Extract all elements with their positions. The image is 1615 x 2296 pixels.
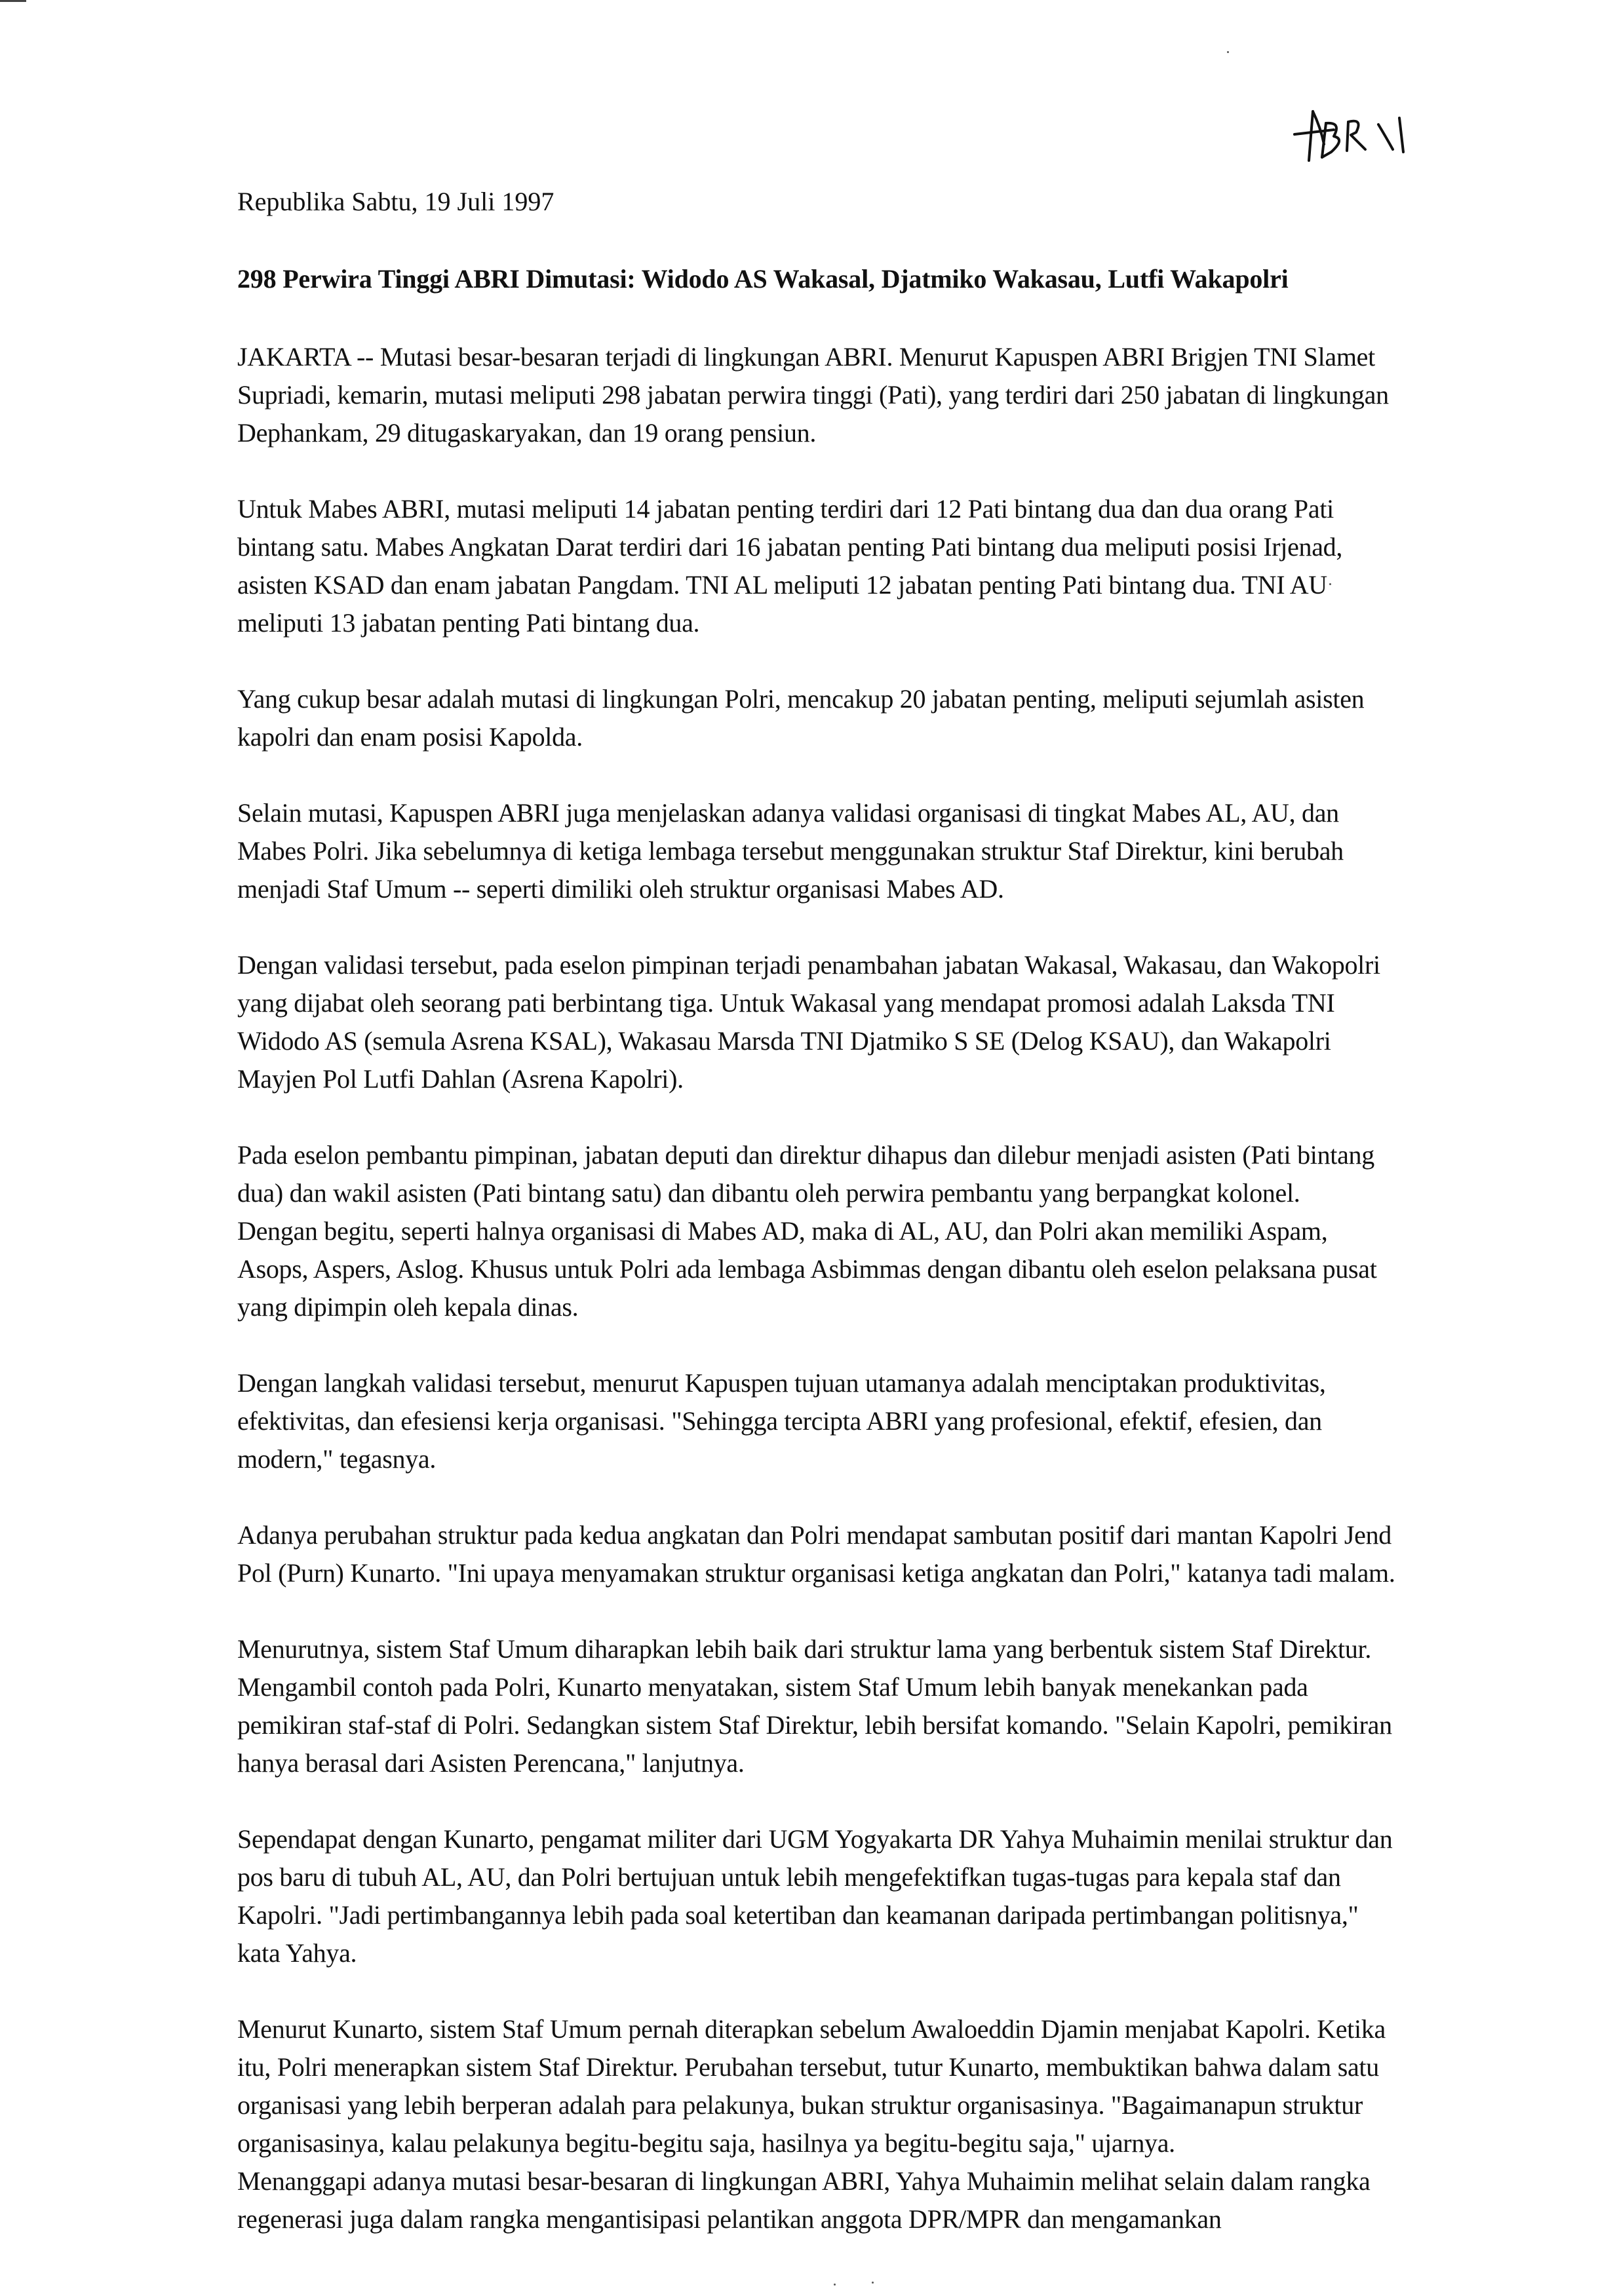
dateline: Republika Sabtu, 19 Juli 1997	[237, 187, 555, 216]
paragraph: Dengan langkah validasi tersebut, menurut Kapuspen tujuan utamanya adalah menciptakan produktivitas, efektivitas, dan efesiensi kerja organisasi. "Sehingga tercipta ABRI yang profesional, efektif, efesien, dan modern," tegasnya.	[237, 1368, 1326, 1474]
paragraph: Pada eselon pembantu pimpinan, jabatan deputi dan direktur dihapus dan dilebur menjadi asisten (Pati bintang dua) dan wakil asisten (Pati bintang satu) dan dibantu oleh perwira pembantu yang berpangkat kolonel.	[237, 1140, 1374, 1208]
scan-edge-mark	[0, 0, 26, 2]
paragraph: Yang cukup besar adalah mutasi di lingkungan Polri, mencakup 20 jabatan penting, meliputi sejumlah asisten kapolri dan enam posisi Kapolda.	[237, 684, 1365, 752]
paragraph: Menanggapi adanya mutasi besar-besaran di lingkungan ABRI, Yahya Muhaimin melihat selain dalam rangka regenerasi juga dalam rangka mengantisipasi pelantikan anggota DPR/MPR dan mengamankan	[237, 2166, 1371, 2234]
headline: 298 Perwira Tinggi ABRI Dimutasi: Widodo AS Wakasal, Djatmiko Wakasau, Lutfi Wakapolri	[237, 264, 1289, 294]
paragraph: Menurutnya, sistem Staf Umum diharapkan lebih baik dari struktur lama yang berbentuk sistem Staf Direktur. Mengambil contoh pada Polri, Kunarto menyatakan, sistem Staf Umum lebih banyak menekankan pada pemikiran staf-staf di Polri. Sedangkan sistem Staf Direktur, lebih bersifat komando. "Selain Kapolri, pemikiran hanya berasal dari Asisten Perencana," lanjutnya.	[237, 1634, 1392, 1778]
scan-speck	[1329, 583, 1331, 585]
scan-speck	[872, 2282, 874, 2284]
paragraph: Untuk Mabes ABRI, mutasi meliputi 14 jabatan penting terdiri dari 12 Pati bintang dua dan dua orang Pati bintang satu. Mabes Angkatan Darat terdiri dari 16 jabatan penting Pati bintang dua meliputi posisi Irjenad, asisten KSAD dan enam jabatan Pangdam. TNI AL meliputi 12 jabatan penting Pati bintang dua. TNI AU meliputi 13 jabatan penting Pati bintang dua.	[237, 494, 1343, 638]
scan-speck	[1227, 51, 1229, 53]
paragraph: JAKARTA -- Mutasi besar-besaran terjadi di lingkungan ABRI. Menurut Kapuspen ABRI Brigjen TNI Slamet Supriadi, kemarin, mutasi meliputi 298 jabatan perwira tinggi (Pati), yang terdiri dari 250 jabatan di lingkungan Dephankam, 29 ditugaskaryakan, dan 19 orang pensiun.	[237, 342, 1389, 448]
handwritten-annotation	[1288, 98, 1419, 170]
paragraph: Dengan begitu, seperti halnya organisasi di Mabes AD, maka di AL, AU, dan Polri akan memiliki Aspam, Asops, Aspers, Aslog. Khusus untuk Polri ada lembaga Asbimmas dengan dibantu oleh eselon pelaksana pusat yang dipimpin oleh kepala dinas.	[237, 1216, 1377, 1322]
paragraph: Selain mutasi, Kapuspen ABRI juga menjelaskan adanya validasi organisasi di tingkat Mabes AL, AU, dan Mabes Polri. Jika sebelumnya di ketiga lembaga tersebut menggunakan struktur Staf Direktur, kini berubah menjadi Staf Umum -- seperti dimiliki oleh struktur organisasi Mabes AD.	[237, 798, 1344, 904]
paragraph: Sependapat dengan Kunarto, pengamat militer dari UGM Yogyakarta DR Yahya Muhaimin menilai struktur dan pos baru di tubuh AL, AU, dan Polri bertujuan untuk lebih mengefektifkan tugas-tugas para kepala staf dan Kapolri. "Jadi pertimbangannya lebih pada soal ketertiban dan keamanan daripada pertimbangan politisnya," kata Yahya.	[237, 1824, 1393, 1968]
scan-speck	[834, 2284, 836, 2286]
paragraph: Adanya perubahan struktur pada kedua angkatan dan Polri mendapat sambutan positif dari mantan Kapolri Jend Pol (Purn) Kunarto. "Ini upaya menyamakan struktur organisasi ketiga angkatan dan Polri," katanya tadi malam.	[237, 1520, 1395, 1588]
paragraph: Dengan validasi tersebut, pada eselon pimpinan terjadi penambahan jabatan Wakasal, Wakasau, dan Wakopolri yang dijabat oleh seorang pati berbintang tiga. Untuk Wakasal yang mendapat promosi adalah Laksda TNI Widodo AS (semula Asrena KSAL), Wakasau Marsda TNI Djatmiko S SE (Delog KSAU), dan Wakapolri Mayjen Pol Lutfi Dahlan (Asrena Kapolri).	[237, 950, 1380, 1094]
paragraph: Menurut Kunarto, sistem Staf Umum pernah diterapkan sebelum Awaloeddin Djamin menjabat Kapolri. Ketika itu, Polri menerapkan sistem Staf Direktur. Perubahan tersebut, tutur Kunarto, membuktikan bahwa dalam satu organisasi yang lebih berperan adalah para pelakunya, bukan struktur organisasinya. "Bagaimanapun struktur organisasinya, kalau pelakunya begitu-begitu saja, hasilnya ya begitu-begitu saja," ujarnya.	[237, 2014, 1386, 2158]
article	[237, 183, 1397, 2276]
